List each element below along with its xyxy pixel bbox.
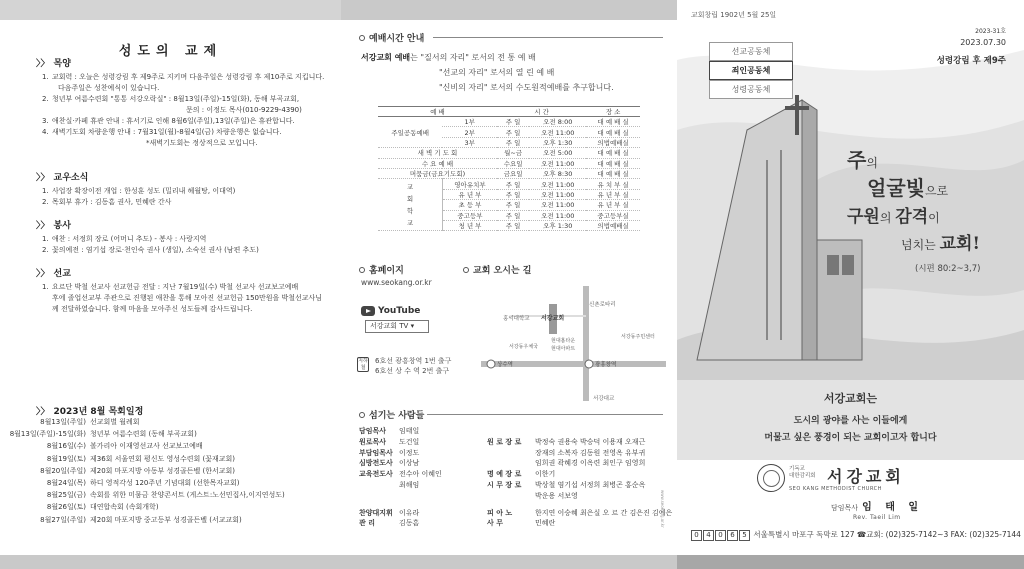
welcome-title: 서강교회는 — [823, 392, 878, 405]
youtube-channel-dropdown[interactable]: 서강교회 TV ▾ — [365, 320, 429, 333]
table-row: 유 년 부 주 일 오전 11:00 유 년 부 실 — [378, 189, 640, 199]
welcome-line: 머물고 싶은 풍경이 되는 교회이고자 합니다 — [764, 433, 937, 443]
section-member-news — [36, 170, 336, 208]
liturgical-sunday: 성령강림 후 제9주 — [936, 56, 1006, 66]
schedule-row: 8월19일(토) 제36회 서울연회 평신도 영성수련회 (꽃재교회) — [46, 454, 235, 463]
staff-row: 찬양대지휘 이유라 피 아 노 한지연 이승혜 최은실 오 르 간 김은진 김예은 — [359, 508, 673, 517]
section-mission: 〉〉 선교 1. 요르단 박철 선교사 선교헌금 전달 : 지난 7월19일(수) 박철 선교사 선교보고예배 후에 졸업선교부 주관으로 진행된 애찬을 통해 모아진 선교헌금 150만원을 박철선교사님 께 전달하였습니다. 함께 마음을 모아주신 성도들께 감사드립니다. — [36, 266, 336, 315]
staff-row: 관 리 김동흠 사 무 민혜란 — [359, 519, 556, 528]
map-label: 홍익대학교 — [503, 316, 530, 322]
section-pastoral: 〉〉 목양 1. 교회력 : 오늘은 성령강림 후 제9주로 지키며 다음주일은 성령강림 후 제10주로 지킵니다. 다음주일은 성찬예식이 있습니다. 2. 청년부 여름수련회 "통통 서강오락실" : 8월13일(주일)-15일(화), 동해 부곡교회, 문의 : 이정도 목사(010-9229-4390) 3. 애찬실·카페 휴관 안내 : 휴서기로 인해 8월6일(주일),13일(주일)은 휴관합니다. 4. 새벽기도회 차량운행 안내 : 7월31일(월)-8월4일(금) 차량운행은 없습니다. *새벽기도회는 정상적으로 모입니다. — [36, 56, 336, 149]
table-row: 새 벽 기 도 회 월~금 오전 5:00 대 예 배 실 — [378, 148, 640, 158]
section-heading: 교우소식 — [53, 173, 89, 183]
section-heading: 2023년 8월 목회일정 — [53, 407, 144, 417]
youtube-icon — [361, 306, 375, 316]
list-item: 4. 새벽기도회 차량운행 안내 : 7월31일(월)-8월4일(금) 차량운행은 없습니다. — [42, 128, 282, 136]
community-tags — [709, 42, 793, 99]
bullet-icon — [463, 267, 469, 273]
denomination: 기독교 대한감리회 — [789, 466, 816, 479]
section-service — [36, 218, 336, 256]
table-row: 수 요 예 배 수요일 오전 11:00 대 예 배 실 — [378, 158, 640, 168]
section-heading: 봉사 — [53, 221, 71, 231]
table-row: 청 년 부 주 일 오후 1:30 의법예배실 — [378, 220, 640, 230]
table-row: 머뭄금(금요기도회) 금요일 오후 8:30 대 예 배 실 — [378, 168, 640, 178]
schedule-list — [0, 416, 341, 526]
section-heading: 목양 — [53, 59, 71, 69]
bulletin-date: 2023.07.30 — [960, 38, 1006, 47]
homepage-heading: 홈페이지 — [359, 263, 404, 276]
schedule-row: 8월26일(토) 대연합속회 (속회개학) — [46, 503, 159, 512]
map-label: 서강대교 — [593, 396, 615, 402]
cover-panel — [677, 0, 1024, 555]
subway-icon: 지하철 — [358, 358, 368, 371]
table-row: 3부 주 일 오후 1:30 의법예배실 — [378, 137, 640, 147]
table-row: 2부 주 일 오전 11:00 대 예 배 실 — [378, 127, 640, 137]
map-label: 상수역 — [497, 362, 513, 368]
schedule-row: 8월20일(주일) 제20회 마포지방 아동부 성경골든벨 (한서교회) — [40, 466, 235, 475]
list-item: 3. 애찬실·카페 휴관 안내 : 휴서기로 인해 8월6일(주일),13일(주일)은 휴관합니다. — [42, 117, 295, 125]
staff-row: 담임목사 임태일 — [359, 427, 420, 435]
list-item: 1. 요르단 박철 선교사 선교헌금 전달 : 지난 7월19일(수) 박철 선교사 선교보고예배 — [42, 283, 299, 291]
section-marker-icon: 〉〉 — [36, 407, 50, 417]
map-label: 현대아파트 — [551, 346, 576, 352]
fellowship-panel — [0, 20, 341, 555]
worship-intro: 서강교회 예배는 "질서의 자리" 로서의 전 통 예 배 "선교의 자리" 로서의 열 린 예 배 "신비의 자리" 로서의 수도원적예배를 추구합니다. — [361, 53, 614, 92]
chevron-down-icon: ▾ — [410, 322, 415, 330]
directions-map — [481, 276, 666, 406]
scripture-reference: (시편 80:2~3,7) — [915, 264, 981, 274]
divider — [427, 414, 663, 415]
welcome-line: 도시의 광야를 사는 이들에게 — [793, 416, 908, 426]
list-item: 1. 사업장 확장이전 개업 : 한성훈 성도 (밀리내 헤월탕, 이대역) — [42, 187, 236, 195]
directions-heading: 교회 오시는 길 — [463, 263, 531, 276]
staff-row: 원로목사 도건일 원 로 장 로 박정숙 권용숙 박승덕 이용재 오재근 — [359, 437, 646, 446]
schedule-row: 8월24일(목) 하디 영적각성 120주년 기념대회 (선한목자교회) — [46, 479, 240, 488]
schedule-row: 8월16일(수) 볼가리아 이재영선교사 선교보고예배 — [46, 442, 203, 451]
table-row: 교 회 학 교 영아유치부 주 일 오전 11:00 유 치 부 실 — [378, 179, 640, 189]
senior-pastor: 담임목사 임 태 일 — [831, 502, 924, 513]
map-label: 신촌로타리 — [589, 302, 616, 308]
list-item: 2. 청년부 여름수련회 "통통 서강오락실" : 8월13일(주일)-15일(화), 동해 부곡교회, — [42, 95, 300, 103]
church-motto: 주의 얼굴빛으로 구원의 감격이 넘치는 교회! — [847, 148, 980, 254]
tag-spirit: 성령공동체 — [709, 80, 793, 99]
founded-date: 교회창립 1902년 5월 25일 — [691, 11, 777, 19]
issue-number: 2023-31호 — [975, 28, 1006, 35]
bullet-icon — [359, 412, 365, 418]
bullet-icon — [359, 35, 365, 41]
map-label: 현대홈타운 — [551, 338, 576, 344]
staff-row: 박운용 서보영 — [535, 491, 578, 500]
worship-time-table: 예 배 시 간 장 소 주일공동예배 1부 주 일 오전 8:00 대 예 배 실 2부 주 일 오전 11:00 대 예 배 실 3부 주 일 오후 1:30 의법예배실 새 벽 기 도 회 월~금 오전 5:00 대 예 배 실 수 요 예 배 수요일 오전 11:00 대 예 배 실 머뭄금(금요기도회) 금요일 오후 8:30 대 예 배 실 교 회 학 교 영아유치부 주 일 오전 11:00 유 치 부 실 유 년 부 주 일 오전 11:00 유 년 부 실 초 등 부 주 일 오전 11:00 유 년 부 실 중고등부 주 일 오전 11:00 중고등부실 청 년 부 주 일 오후 1:30 의법예배실 — [378, 106, 640, 231]
worship-info-panel — [341, 20, 677, 555]
map-label: 서강동우체국 — [509, 344, 538, 350]
schedule-row: 8월25일(금) 속회를 위한 미뭄금 찬양콘서트 (게스트:노선민집사,이지연성도) — [46, 491, 285, 500]
list-item: 2. 목회부 휴가 : 김동흠 권사, 민혜란 간사 — [42, 198, 172, 206]
church-address: 0 4 0 6 5 서울특별시 마포구 독막로 127 ☎교회: (02)325-7142~3 FAX: (02)325-7144 — [691, 529, 1021, 541]
station-icon — [487, 360, 495, 368]
subway-directions: 6호선 광흥창역 1번 출구 6호선 상 수 역 2번 출구 — [375, 357, 452, 375]
staff-row: 부담임목사 이정도 장재의 소복자 김동원 전영옥 유부귀 — [359, 448, 646, 457]
table-row: 중고등부 주 일 오전 11:00 중고등부실 — [378, 210, 640, 220]
worship-heading: 예배시간 안내 — [359, 31, 424, 44]
bottom-band — [0, 555, 1024, 569]
section-heading: 선교 — [53, 269, 71, 279]
list-item: 2. 꽃의예전 : 염기섭 장로·천인숙 권사 (생일), 소숙선 권사 (남편 추도) — [42, 246, 259, 254]
staff-row: 교육전도사 전수아 이혜인 명 예 장 로 이한기 — [359, 470, 556, 479]
map-label: 서강교회 — [541, 315, 565, 322]
tag-sinner: 죄인공동체 — [709, 61, 793, 80]
homepage-link[interactable]: www.seokang.or.kr — [361, 278, 432, 287]
staff-row: 최해임 시 무 장 로 박상철 염기섭 서정희 최병곤 홍순옥 — [399, 480, 646, 489]
vertical-url: www.seokang.or.kr — [660, 490, 665, 528]
section-marker-icon: 〉〉 — [36, 173, 50, 183]
divider — [433, 37, 663, 38]
table-row: 초 등 부 주 일 오전 11:00 유 년 부 실 — [378, 200, 640, 210]
bullet-icon — [359, 267, 365, 273]
list-item: 1. 교회력 : 오늘은 성령강림 후 제9주로 지키며 다음주일은 성령강림 후 제10주로 지킵니다. — [42, 73, 325, 81]
table-row: 주일공동예배 1부 주 일 오전 8:00 대 예 배 실 — [378, 117, 640, 127]
page-title: 성도의 교제 — [118, 44, 223, 59]
youtube-label: YouTube — [361, 306, 420, 316]
staff-row: 심방전도사 이상남 임희권 곽혜경 이옥련 최인구 임영희 — [359, 459, 646, 468]
church-name-english: SEO KANG METHODIST CHURCH — [789, 486, 882, 492]
section-marker-icon: 〉〉 — [36, 221, 50, 231]
schedule-row: 8월27일(주일) 제20회 마포지방 중고등부 성경골든벨 (서교교회) — [40, 515, 242, 524]
map-label: 광흥창역 — [595, 362, 617, 368]
section-marker-icon: 〉〉 — [36, 59, 50, 69]
tag-mission: 선교공동체 — [709, 42, 793, 61]
staff-heading: 섬기는 사람들 — [359, 408, 424, 421]
list-item: 1. 애찬 : 서정희 장로 (어머니 추도) - 봉사 : 사랑지역 — [42, 235, 207, 243]
church-school-label: 교 회 학 교 — [378, 179, 442, 231]
church-emblem-icon — [757, 464, 785, 492]
senior-pastor-english: Rev. Taeil Lim — [853, 514, 901, 521]
schedule-row: 8월13일(주일)-15일(화) 청년부 여름수련회 (동해 부곡교회) — [9, 430, 197, 439]
church-name-logo: 서강교회 — [827, 467, 905, 486]
staff-list — [359, 426, 673, 529]
station-icon — [585, 360, 593, 368]
section-marker-icon: 〉〉 — [36, 269, 50, 279]
map-label: 서강동주민센터 — [621, 334, 655, 340]
schedule-row: 8월13일(주일) 선교회별 월례회 — [40, 418, 140, 426]
